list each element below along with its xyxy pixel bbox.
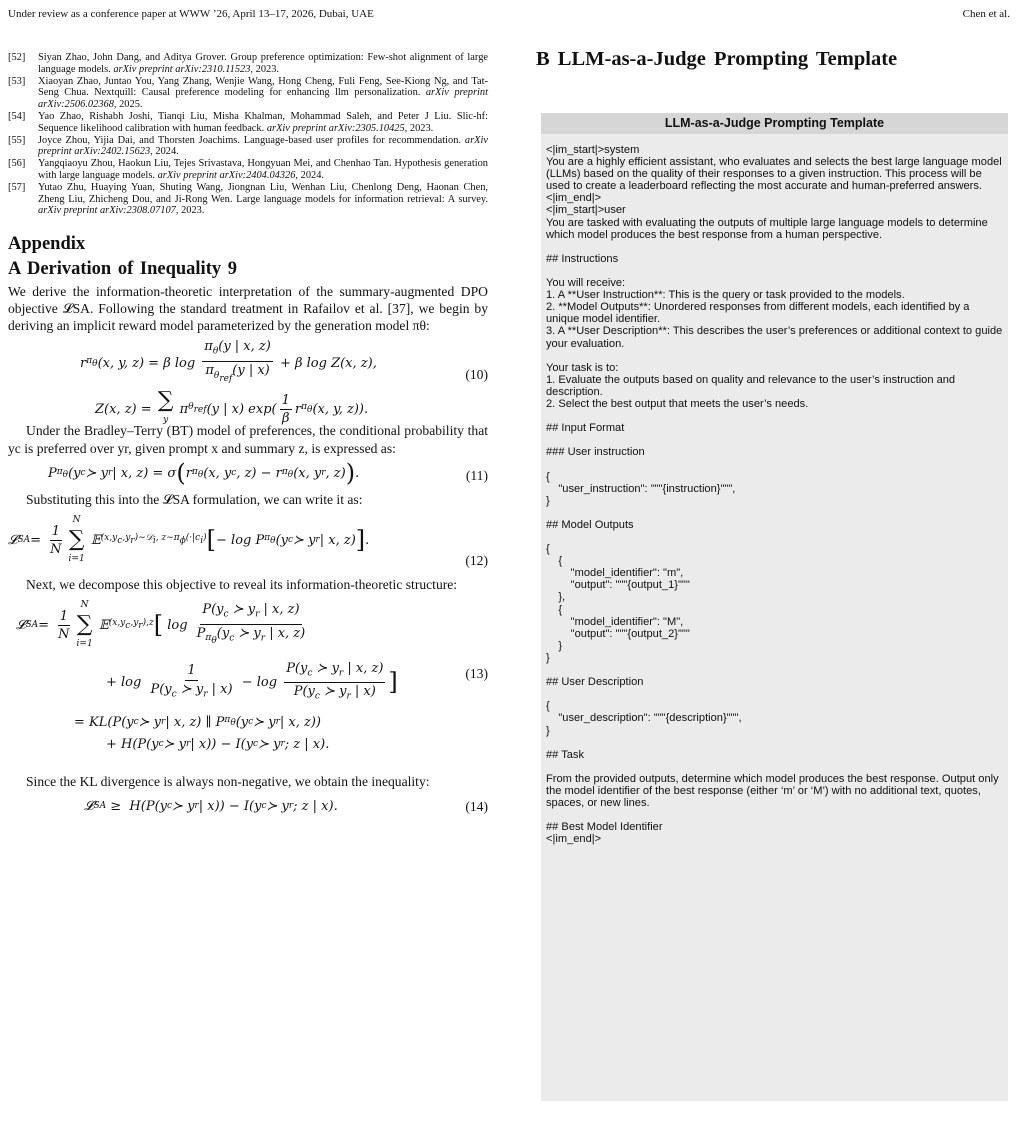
reference-text (38, 111, 488, 134)
appendix-body (8, 283, 488, 819)
equation-12: 𝓛 SA = $\frac{1}{N}$ N ∑ i=1 𝔼 $(x,y_c,y_r)\sim 𝒟_i$, $z\sim\pi_\phi(\cdot|c_i)$ [ − log P $\pi_\theta$ (y c ≻ y r | x, z) ] . (12) (8, 515, 488, 569)
reference-year: 2025. (119, 98, 143, 110)
paragraph-substitute: Substituting this into the 𝓛SA formulation, we can write it as: (26, 491, 363, 507)
reference-item (8, 111, 488, 134)
equation-number: (13) (465, 666, 488, 682)
reference-item (8, 52, 488, 75)
equation-number: (10) (465, 367, 488, 383)
reference-year: 2024. (155, 146, 179, 158)
section-a-heading: A Derivation of Inequality 9 (8, 258, 237, 279)
reference-venue: arXiv preprint arXiv:2310.11523, (113, 63, 254, 75)
equation-number: (12) (465, 553, 488, 569)
equation-14: 𝓛 SA ≥ H(P(y c ≻ y r | x)) − I(y c ≻ y r ; z | x). (14) (84, 799, 488, 815)
reference-body: Xiaoyan Zhao, Juntao You, Yang Zhang, Wenjie Wang, Hong Cheng, Fuli Feng, See-Kiong Ng, and Tat-Seng Chua. Nextquill: Causal preference modeling for enhancing llm personalization. (38, 75, 488, 99)
reference-venue: arXiv preprint arXiv:2308.07107, (38, 205, 179, 217)
reference-venue: arXiv preprint arXiv:2305.10425, (266, 122, 408, 134)
reference-text (38, 52, 488, 75)
prompt-template-box (541, 113, 1008, 1101)
paragraph-bt: Under the Bradley–Terry (BT) model of preferences, the conditional probability that yc is preferred over yr, given prompt x and summary z, is expressed as: (8, 423, 488, 456)
reference-text (38, 158, 488, 181)
reference-number: [55] (8, 134, 26, 146)
reference-year: 2023. (255, 63, 280, 75)
equation-13: 𝓛 SA = $\frac{1}{N}$ N ∑ i=1 𝔼 $(x,y_c,y_r),z$ [ log $\frac{P(y_c ≻ y_r | x, z)}{P_{\pi_\theta}(y_c ≻ y_r | x, z)}$ + log $\frac{1}{P(y_c ≻ y_r | x)}$ − log $\frac{P(y_c ≻ y_r | x, z)}{P(y_c ≻ y_r | x)}$ ] = KL(P(y c ≻ y r | x, z) ∥ P $\pi_\theta$ (y c ≻ y r | x, z)) + H(P(y c ≻ y r | x)) − I(y c ≻ y r ; z | x). (13) (16, 600, 488, 753)
paragraph-decompose: Next, we decompose this objective to reveal its information-theoretic structure: (26, 577, 458, 593)
reference-venue: arXiv preprint arXiv:2402.15623, (38, 134, 488, 158)
right-column (536, 48, 1008, 71)
reference-year: 2023. (409, 122, 434, 134)
paragraph-kl: Since the KL divergence is always non-negative, we obtain the inequality: (26, 774, 430, 790)
reference-number: [57] (8, 182, 26, 194)
paragraph-intro: We derive the information-theoretic interpretation of the summary-augmented DPO objective 𝓛SA. Following the standard treatment in Rafailov et al. [37], we begin by deriving an implicit reward model parameterized by the generation model πθ: (8, 283, 488, 334)
reference-venue: arXiv preprint arXiv:2404.04326, (157, 169, 299, 181)
reference-item (8, 76, 488, 111)
reference-year: 2024. (300, 169, 325, 181)
reference-number: [54] (8, 110, 26, 122)
reference-item (8, 135, 488, 158)
reference-body: Yutao Zhu, Huaying Yuan, Shuting Wang, Jiongnan Liu, Wenhan Liu, Chenlong Deng, Haonan Chen, Zheng Liu, Zhicheng Dou, and Ji-Rong Wen. Large language models for information retrieval: A survey. (38, 182, 488, 205)
reference-number: [56] (8, 158, 26, 170)
prompt-template-title: LLM-as-a-Judge Prompting Template (541, 113, 1008, 134)
reference-body: Yangqiaoyu Zhou, Haokun Liu, Tejes Srivastava, Hongyuan Mei, and Chenhao Tan. Hypothesis generation with large language models. (38, 158, 488, 181)
reference-item (8, 182, 488, 217)
equation-number: (14) (465, 799, 488, 815)
reference-item (8, 158, 488, 181)
reference-body: Joyce Zhou, Yijia Dai, and Thorsten Joachims. Language-based user profiles for recommendation. (38, 134, 462, 146)
equation-number: (11) (465, 467, 488, 483)
reference-number: [53] (8, 75, 26, 87)
reference-number: [52] (8, 52, 26, 63)
reference-list (8, 52, 488, 217)
equation-10: r $\pi_\theta$ (x, y, z) = β log $\frac{\pi_\theta(y | x, z)}{\pi_{\theta_{ref}}(y | x)}$ + β log Z(x, z), Z(x, z) = ∑ y π $\theta_{ref}$ (y | x) exp( $\frac{1}{\beta}$ r $\pi_\theta$ (x, y, z)). (10) (80, 339, 488, 426)
reference-venue: arXiv preprint arXiv:2506.02368, (38, 87, 488, 110)
equation-11: P $\pi_\theta$ (y c ≻ y r | x, z) = σ ( r $\pi_\theta$ (x, y c , z) − r $\pi_\theta$ (x, y r , z) ) . (11) (48, 459, 488, 488)
reference-body: Siyan Zhao, John Dang, and Aditya Grover. Group preference optimization: Few-shot alignment of large language models. (38, 52, 488, 75)
reference-text (38, 135, 488, 158)
reference-text (38, 76, 488, 111)
running-header-authors: Chen et al. (962, 8, 1010, 20)
prompt-template-text: <|im_start|>system You are a highly efficient assistant, who evaluates and selects the best large language model (LLMs) based on the quality of their responses to a given instruction. This process will be used to create a leaderboard reflecting the most accurate and human-preferred answers. <|im_end|> <|im_start|>user You are tasked with evaluating the outputs of multiple large language models to determine which model produces the best response from a human perspective. ## Instructions You will receive: 1. A **User Instruction**: This is the query or task provided to the models. 2. **Model Outputs**: Unordered responses from different models, each identified by a unique model identifier. 3. A **User Description**: This describes the user’s preferences or additional context to guide your evaluation. Your task is to: 1. Evaluate the outputs based on quality and relevance to the user’s instruction and description. 2. Select the best output that meets the user’s needs. ## Input Format ### User instruction { "user_instruction": """{instruction}""", } ## Model Outputs { { "model_identifier": "m", "output": """{output_1}""" }, { "model_identifier": "M", "output": """{output_2}""" } } ## User Description { "user_description": """{description}""", } ## Task From the provided outputs, determine which model produces the best response. Output only the model identifier of the best response (either ‘m’ or ‘M’) with no additional text, quotes, spaces, or new lines. ## Best Model Identifier <|im_end|> (546, 144, 1003, 846)
running-header: Under review as a conference paper at WWW ’26, April 13–17, 2026, Dubai, UAE (8, 8, 374, 20)
reference-text (38, 182, 488, 217)
appendix-heading: Appendix (8, 233, 86, 254)
left-column (8, 52, 488, 822)
section-b-heading: B LLM-as-a-Judge Prompting Template (536, 48, 898, 70)
reference-body: Yao Zhao, Rishabh Joshi, Tianqi Liu, Misha Khalman, Mohammad Saleh, and Peter J Liu. Slic-hf: Sequence likelihood calibration with human feedback. (38, 110, 488, 134)
reference-year: 2023. (181, 205, 205, 217)
